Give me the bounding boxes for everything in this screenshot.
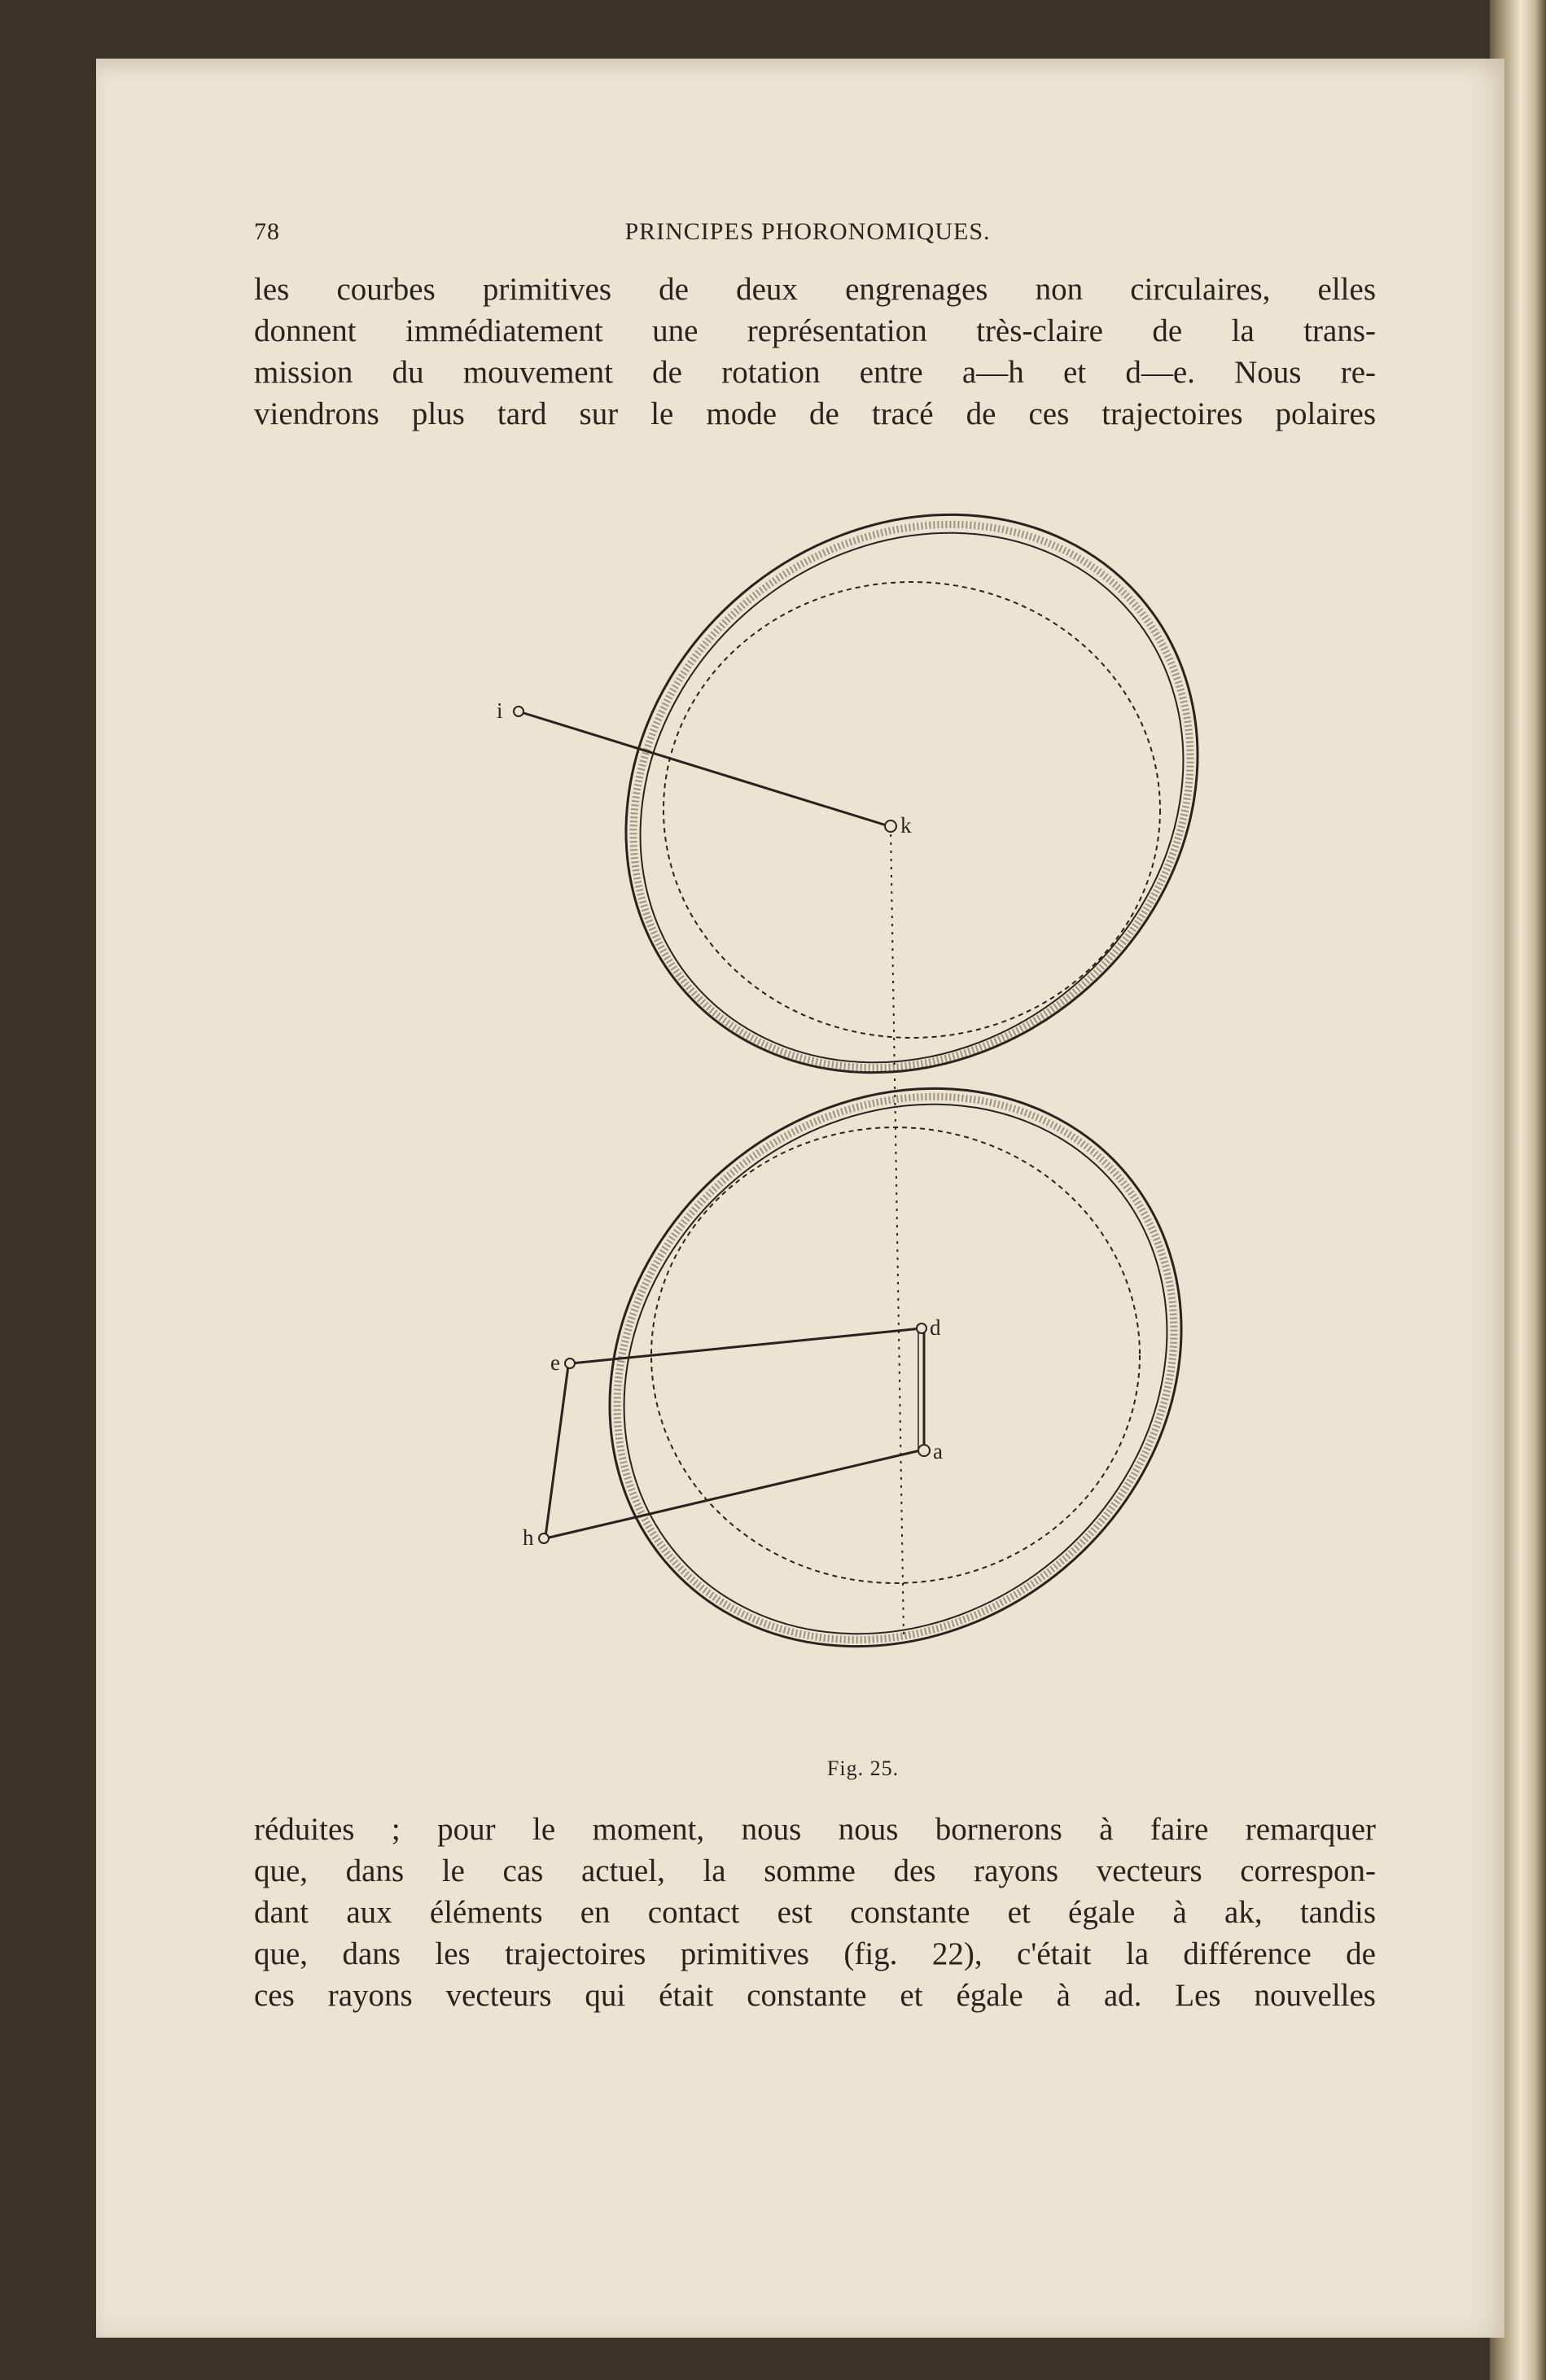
lower-pitch-circle (651, 1127, 1140, 1583)
point-e (565, 1358, 575, 1368)
page-number: 78 (254, 218, 280, 245)
text-line: que, dans le cas actuel, la somme des rayons vecteurs correspon- (254, 1853, 1376, 1888)
point-i (514, 707, 523, 716)
upper-ellipse (513, 488, 1254, 1188)
upper-pitch-circle (664, 582, 1160, 1038)
text-line: dant aux éléments en contact est constante et égale à ak, tandis (254, 1895, 1376, 1930)
paragraph-top (254, 269, 1376, 435)
text-line: donnent immédiatement une représentation très-claire de la trans- (254, 313, 1376, 348)
label-a: a (933, 1439, 943, 1463)
point-d (917, 1323, 926, 1333)
text-line: mission du mouvement de rotation entre a—h et d—e. Nous re- (254, 355, 1376, 390)
figure-25-diagram (488, 488, 1254, 1742)
page-header (254, 218, 1361, 254)
point-h (539, 1533, 549, 1543)
point-a (918, 1445, 930, 1456)
label-k: k (900, 813, 912, 838)
figure-caption: Fig. 25. (826, 1757, 900, 1780)
label-e: e (550, 1350, 560, 1375)
text-line: ces rayons vecteurs qui était constante et égale à ad. Les nouvelles (254, 1978, 1376, 2013)
running-title: PRINCIPES PHORONOMIQUES. (624, 218, 991, 245)
point-k (885, 820, 896, 832)
text-line: les courbes primitives de deux engrenages non circulaires, elles (254, 272, 1376, 307)
paragraph-bottom (254, 1809, 1376, 2016)
label-d: d (930, 1315, 941, 1340)
link-h-e (545, 1366, 568, 1537)
text-line: viendrons plus tard sur le mode de tracé de ces trajectoires polaires (254, 396, 1376, 431)
label-i: i (497, 698, 503, 723)
label-h: h (523, 1525, 534, 1550)
text-line: réduites ; pour le moment, nous nous bornerons à faire remarquer (254, 1812, 1376, 1847)
link-i-k (521, 712, 889, 826)
center-line (891, 826, 904, 1636)
text-line: que, dans les trajectoires primitives (fig. 22), c'était la différence de (254, 1936, 1376, 1971)
